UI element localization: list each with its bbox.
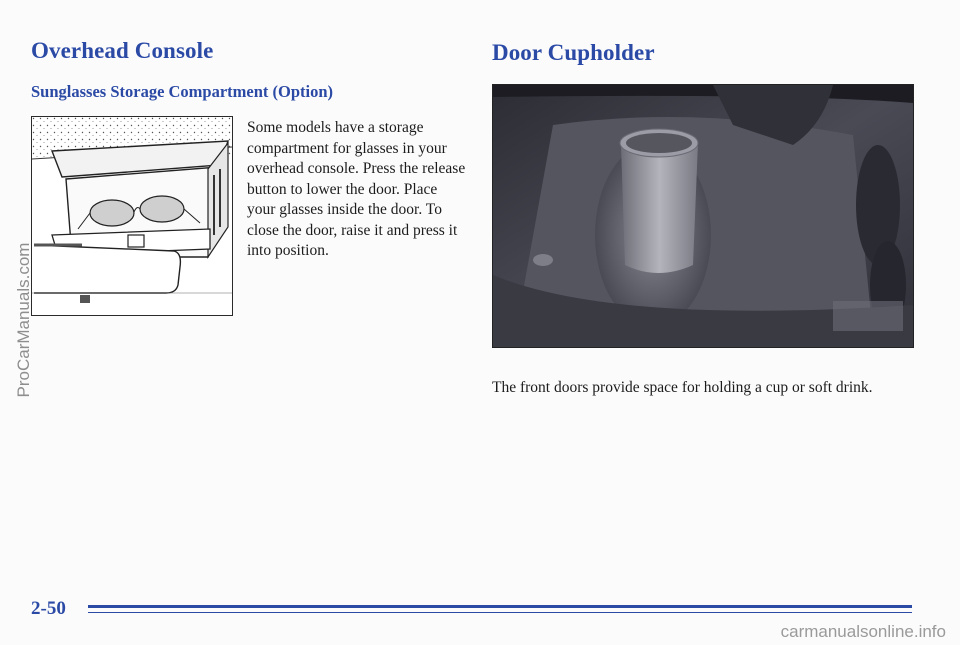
bottom-watermark: carmanualsonline.info: [780, 622, 946, 641]
door-cupholder-photo: [492, 84, 914, 348]
page-number: 2-50: [31, 598, 66, 619]
door-cupholder-heading: Door Cupholder: [492, 40, 655, 65]
sunglasses-storage-subheading: Sunglasses Storage Compartment (Option): [31, 82, 334, 101]
console-line-drawing: [32, 117, 232, 315]
footer-rule-thin: [88, 612, 912, 613]
overhead-console-illustration: [31, 116, 233, 316]
sunglasses-storage-description: Some models have a storage compartment for glasses in your overhead console. Press the release button to lower the door. Place your glasses inside the door. To close the door, raise it and press it into position.: [247, 119, 466, 259]
left-watermark: ProCarManuals.com: [14, 242, 33, 398]
door-cupholder-description: The front doors provide space for holding a cup or soft drink.: [492, 379, 873, 396]
overhead-console-heading: Overhead Console: [31, 38, 214, 63]
footer-rule-thick: [88, 605, 912, 608]
cupholder-photo-render: [493, 85, 913, 347]
